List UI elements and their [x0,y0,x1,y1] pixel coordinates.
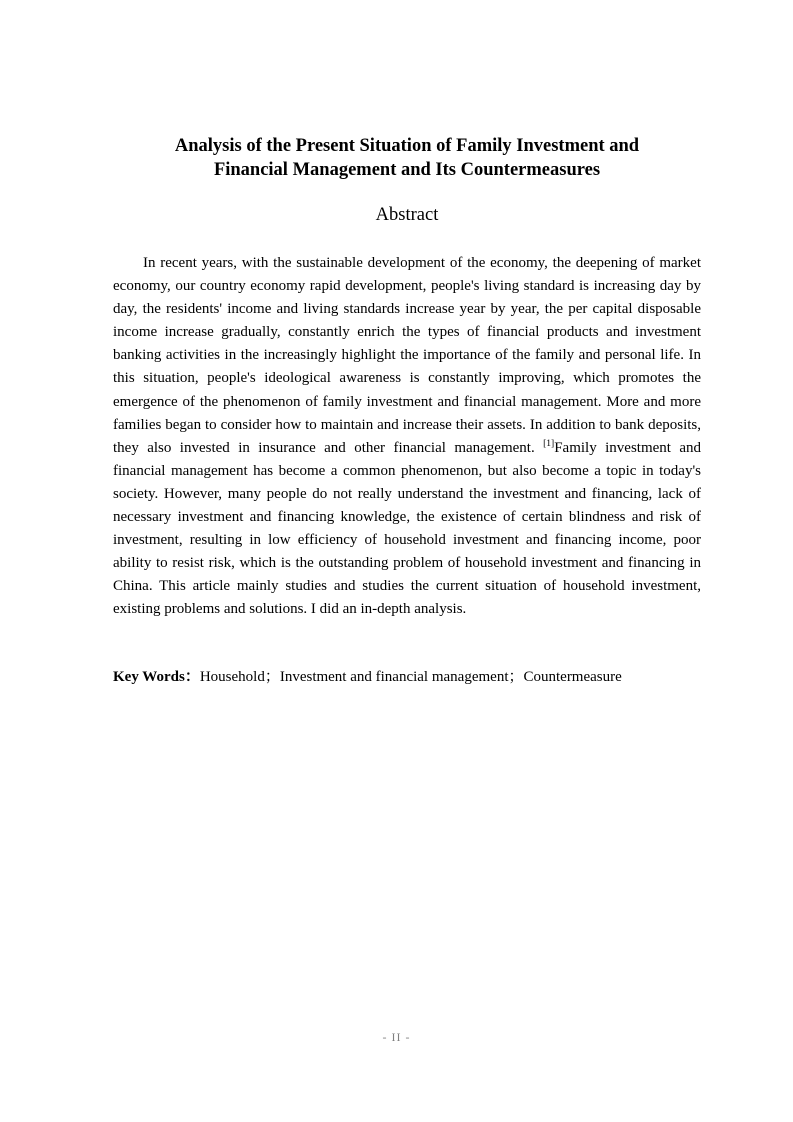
keywords-list: Household；Investment and financial management；Countermeasure [199,669,622,685]
keywords-line [113,666,701,688]
abstract-text-part-1: In recent years, with the sustainable development of the economy, the deepening of market economy, our country economy rapid development, people's living standard is increasing day by day, the residents' income and living standards increase year by year, the per capital disposable income increase gradually, constantly enrich the types of financial products and investment banking activities in the increasingly highlight the importance of the family and personal life. In this situation, people's ideological awareness is constantly improving, which promotes the emergence of the phenomenon of family investment and financial management. More and more families began to consider how to maintain and increase their assets. In addition to bank deposits, they also invested in insurance and other financial management. [113,255,701,456]
keywords-label: Key Words： [113,669,200,685]
abstract-paragraph [113,252,701,622]
paper-title [113,135,701,182]
paper-title-line-2: Financial Management and Its Countermeasures [213,159,601,180]
paper-title-line-1: Analysis of the Present Situation of Family Investment and [174,136,640,156]
citation-reference: [1] [543,438,555,449]
abstract-heading: Abstract [375,205,439,225]
page-number: - II - [382,1030,411,1044]
abstract-text-part-2: Family investment and financial management has become a common phenomenon, but also become a topic in today's society. However, many people do not really understand the investment and financing, lack of necessary investment and financing knowledge, the existence of certain blindness and risk of investment, resulting in low efficiency of household investment and financing income, poor ability to resist risk, which is the outstanding problem of household investment and financing in China. This article mainly studies and studies the current situation of household investment, existing problems and solutions. I did an in-depth analysis. [113,439,702,618]
